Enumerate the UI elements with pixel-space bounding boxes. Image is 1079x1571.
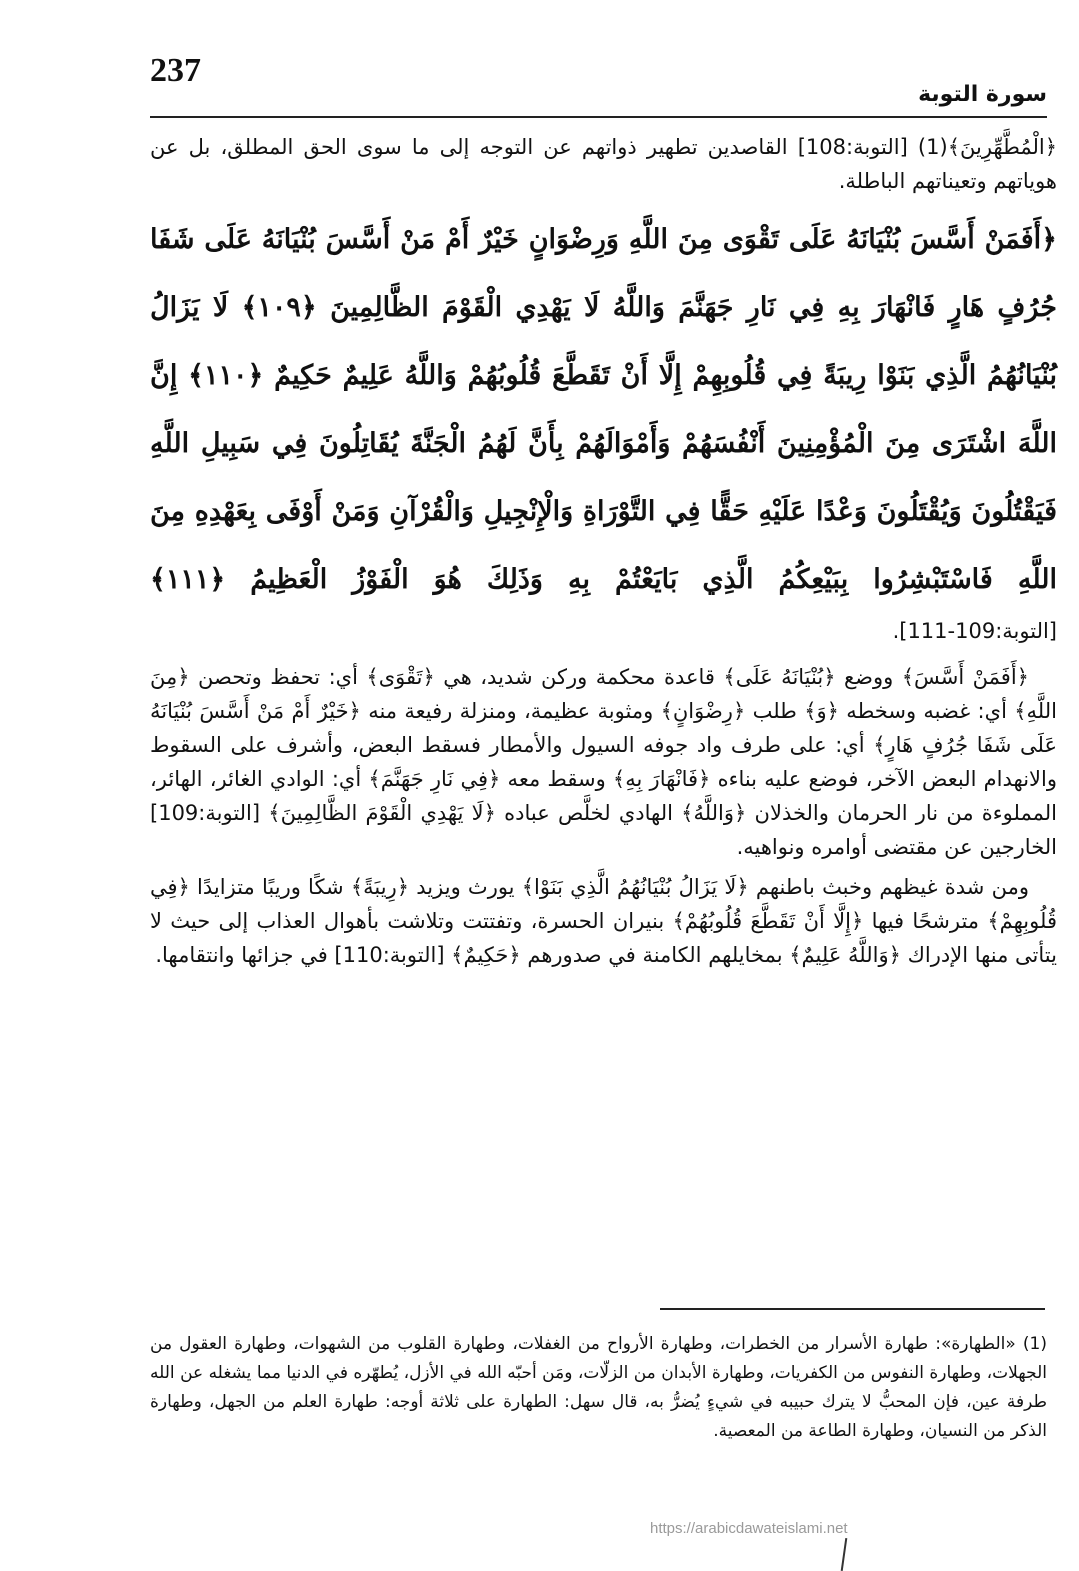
paragraph-commentary-2: ومن شدة غيظهم وخبث باطنهم ﴿لَا يَزَالُ بُنْيَانُهُمُ الَّذِي بَنَوْا﴾ يورث ويزيد ﴿رِيبَةً﴾ شكًا وريبًا متزايدًا ﴿فِي قُلُوبِهِمْ﴾ مترشحًا فيها ﴿إِلَّا أَنْ تَقَطَّعَ قُلُوبُهُمْ﴾ بنيران الحسرة، وتفتتت وتلاشت بأهوال العذاب إلى حيث لا يتأتى منها الإدراك ﴿وَاللَّهُ عَلِيمٌ﴾ بمخايلهم الكامنة في صدورهم ﴿حَكِيمٌ﴾ [التوبة:110] في جزائها وانتقامها. bbox=[150, 875, 1057, 967]
paragraph-intro: ﴿الْمُطَّهِّرِينَ﴾(1) [التوبة:108] القاصدين تطهير ذواتهم عن التوجه إلى ما سوى الحق المطلق، بل عن هوياتهم وتعيناتهم الباطلة. bbox=[150, 135, 1057, 193]
paragraph-commentary-1: ﴿أَفَمَنْ أَسَّسَ﴾ ووضع ﴿بُنْيَانَهُ عَلَى﴾ قاعدة محكمة وركن شديد، هي ﴿تَقْوَى﴾ أي: تحفظ وتحصن ﴿مِنَ اللَّهِ﴾ أي: غضبه وسخطه ﴿وَ﴾ طلب ﴿رِضْوَانٍ﴾ ومثوبة عظيمة، ومنزلة رفيعة منه ﴿خَيْرٌ أَمْ مَنْ أَسَّسَ بُنْيَانَهُ عَلَى شَفَا جُرُفٍ هَارٍ﴾ أي: على طرف واد جوفه السيول والأمطار فسقط البعض، وأشرف على السقوط والانهدام البعض الآخر، فوضع عليه بناءه ﴿فَانْهَارَ بِهِ﴾ وسقط معه ﴿فِي نَارِ جَهَنَّمَ﴾ أي: الوادي الغائر، الهائر، المملوءة من نار الحرمان والخذلان ﴿وَاللَّهُ﴾ الهادي لخلَّص عباده ﴿لَا يَهْدِي الْقَوْمَ الظَّالِمِينَ﴾ [التوبة:109] الخارجين عن مقتضى أوامره ونواهيه. bbox=[150, 665, 1057, 859]
header-divider bbox=[150, 116, 1047, 118]
margin-pen-mark bbox=[841, 1538, 848, 1571]
footnote: (1) «الطهارة»: طهارة الأسرار من الخطرات، وطهارة الأرواح من الغفلات، وطهارة القلوب من الشهوات، وطهارة العقول من الجهلات، وطهارة النفوس من الكفريات، وطهارة الأبدان من الزلّات، ومَن أحبّه الله في الأزل، يُطهّره في الدنيا مما يشغله عن الله طرفة عين، فإن المحبُّ لا يترك حبيبه في شيءٍ يُضرُّ به، قال سهل: الطهارة على ثلاثة أوجه: طهارة العلم من الجهل، وطهارة الذكر من النسيان، وطهارة الطاعة من المعصية. bbox=[150, 1334, 1047, 1441]
main-text bbox=[150, 130, 1057, 978]
quran-reference: [التوبة:109-111]. bbox=[892, 619, 1057, 643]
running-header: سورة التوبة bbox=[918, 82, 1047, 107]
watermark-url: https://arabicdawateislami.net bbox=[650, 1520, 848, 1537]
footnote-divider bbox=[660, 1308, 1045, 1310]
quran-verses: ﴿أَفَمَنْ أَسَّسَ بُنْيَانَهُ عَلَى تَقْوَى مِنَ اللَّهِ وَرِضْوَانٍ خَيْرٌ أَمْ مَنْ أَسَّسَ بُنْيَانَهُ عَلَى شَفَا جُرُفٍ هَارٍ فَانْهَارَ بِهِ فِي نَارِ جَهَنَّمَ وَاللَّهُ لَا يَهْدِي الْقَوْمَ الظَّالِمِينَ ﴿١٠٩﴾ لَا يَزَالُ بُنْيَانُهُمُ الَّذِي بَنَوْا رِيبَةً فِي قُلُوبِهِمْ إِلَّا أَنْ تَقَطَّعَ قُلُوبُهُمْ وَاللَّهُ عَلِيمٌ حَكِيمٌ ﴿١١٠﴾ إِنَّ اللَّهَ اشْتَرَى مِنَ الْمُؤْمِنِينَ أَنْفُسَهُمْ وَأَمْوَالَهُمْ بِأَنَّ لَهُمُ الْجَنَّةَ يُقَاتِلُونَ فِي سَبِيلِ اللَّهِ فَيَقْتُلُونَ وَيُقْتَلُونَ وَعْدًا عَلَيْهِ حَقًّا فِي التَّوْرَاةِ وَالْإِنْجِيلِ وَالْقُرْآنِ وَمَنْ أَوْفَى بِعَهْدِهِ مِنَ اللَّهِ فَاسْتَبْشِرُوا بِبَيْعِكُمُ الَّذِي بَايَعْتُمْ بِهِ وَذَلِكَ هُوَ الْفَوْزُ الْعَظِيمُ ﴿١١١﴾ bbox=[150, 224, 1057, 595]
page-number: 237 bbox=[150, 52, 201, 89]
